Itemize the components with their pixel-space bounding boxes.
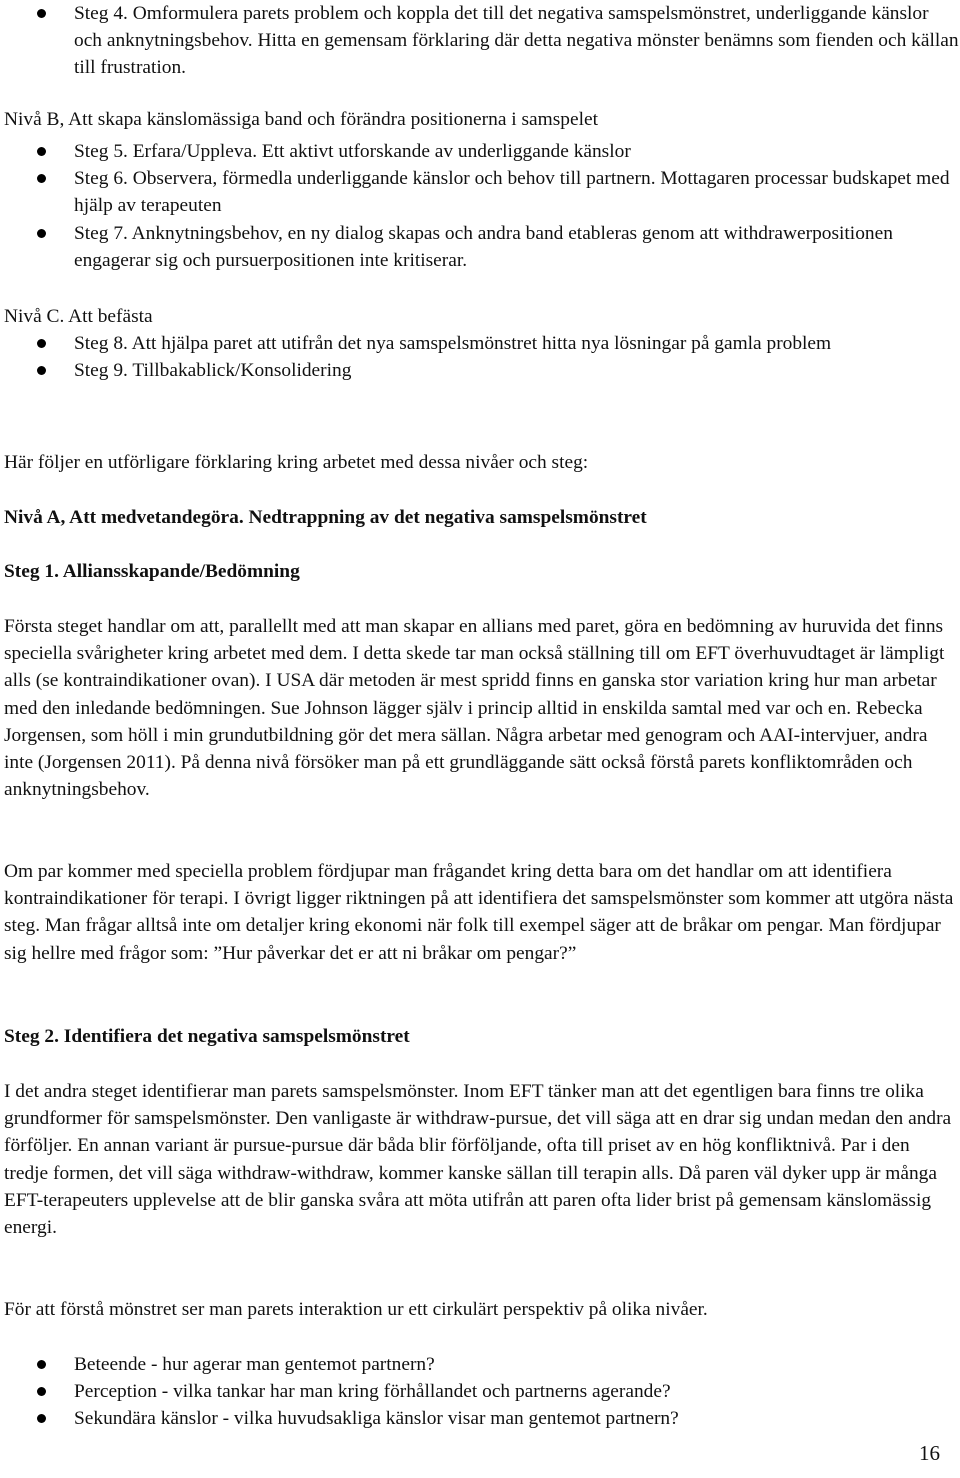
list-item: Beteende - hur agerar man gentemot partnern? xyxy=(0,1351,960,1378)
level-c-heading: Nivå C. Att befästa xyxy=(4,306,153,327)
step1-paragraph-1: Första steget handlar om att, parallellt med att man skapar en allians med paret, göra en bedömning av huruvida det finns speciella svårigheter kring arbetet med dem. I detta skede tar man också ställning till om EFT överhuvudtaget är lämpligt alls (se kontraindikationer ovan). I USA där metoden är mest spridd finns en ganska stor variation kring hur man arbetar med den inledande bedömningen. Sue Johnson lägger själv i princip alltid in enskilda samtal med var och en. Rebecka Jorgensen, som höll i min grundutbildning gör det mera sällan. Några arbetar med genogram och AAI-intervjuer, andra inte (Jorgensen 2011). På denna nivå försöker man på ett grundläggande sätt också förstå parets konfliktområden och anknytningsbehov. xyxy=(4,616,945,801)
perspective-list xyxy=(0,1351,960,1433)
bullet-icon xyxy=(37,1360,46,1369)
list-item: Steg 9. Tillbakablick/Konsolidering xyxy=(0,357,960,384)
intro-paragraph: Här följer en utförligare förklaring kring arbetet med dessa nivåer och steg: xyxy=(4,452,589,473)
step1-paragraph-2: Om par kommer med speciella problem fördjupar man frågandet kring detta bara om det handlar om att identifiera kontraindikationer för terapi. I övrigt ligger riktningen på att identifiera det samspelsmönster som kommer att utgöra nästa steg. Man frågar alltså inte om detaljer kring ekonomi när folk till exempel säger att de bråkar om pengar. Man fördjupar sig hellre med frågor som: ”Hur påverkar det er att ni bråkar om pengar?” xyxy=(4,861,954,964)
list-item: Steg 5. Erfara/Uppleva. Ett aktivt utforskande av underliggande känslor xyxy=(0,138,960,165)
step2-paragraph-1: I det andra steget identifierar man parets samspelsmönster. Inom EFT tänker man att det egentligen bara finns tre olika grundformer för samspelsmönster. Den vanligaste är withdraw-pursue, det vill säga att en drar sig undan medan den andra förföljer. En annan variant är pursue-pursue där båda blir förföljande, ofta till priset av en hög konfliktnivå. Par i den tredje formen, det vill säga withdraw-withdraw, kommer kanske sällan till terapin alls. Då paren väl dyker upp är många EFT-terapeuters upplevelse att de blir ganska svåra att möta utifrån att paren ofta lider brist på gemensam känslomässig energi. xyxy=(4,1081,952,1239)
step1-heading: Steg 1. Alliansskapande/Bedömning xyxy=(4,561,300,582)
top-step-list xyxy=(0,0,960,82)
bullet-icon xyxy=(37,339,46,348)
bullet-icon xyxy=(37,174,46,183)
step2-heading: Steg 2. Identifiera det negativa samspelsmönstret xyxy=(4,1026,410,1047)
bullet-icon xyxy=(37,1387,46,1396)
step2-paragraph-2: För att förstå mönstret ser man parets interaktion ur ett cirkulärt perspektiv på olika nivåer. xyxy=(4,1299,708,1320)
bullet-icon xyxy=(37,366,46,375)
bullet-icon xyxy=(37,229,46,238)
list-item: Steg 7. Anknytningsbehov, en ny dialog skapas och andra band etableras genom att withdrawerpositionen engagerar sig och pursuerpositionen inte kritiserar. xyxy=(0,220,960,274)
list-item: Steg 8. Att hjälpa paret att utifrån det nya samspelsmönstret hitta nya lösningar på gamla problem xyxy=(0,330,960,357)
list-item: Steg 6. Observera, förmedla underliggande känslor och behov till partnern. Mottagaren processar budskapet med hjälp av terapeuten xyxy=(0,165,960,219)
level-a-heading: Nivå A, Att medvetandegöra. Nedtrappning av det negativa samspelsmönstret xyxy=(4,507,647,528)
list-item: Steg 4. Omformulera parets problem och koppla det till det negativa samspelsmönstret, underliggande känslor och anknytningsbehov. Hitta en gemensam förklaring där detta negativa mönster benämns som fienden och källan till frustration. xyxy=(0,0,960,82)
level-b-heading: Nivå B, Att skapa känslomässiga band och förändra positionerna i samspelet xyxy=(4,109,598,130)
page-number: 16 xyxy=(919,1441,940,1465)
level-b-steps xyxy=(0,138,960,274)
level-c-steps xyxy=(0,330,960,384)
bullet-icon xyxy=(37,9,46,18)
bullet-icon xyxy=(37,1414,46,1423)
list-item: Sekundära känslor - vilka huvudsakliga känslor visar man gentemot partnern? xyxy=(0,1405,960,1432)
bullet-icon xyxy=(37,147,46,156)
list-item: Perception - vilka tankar har man kring förhållandet och partnerns agerande? xyxy=(0,1378,960,1405)
